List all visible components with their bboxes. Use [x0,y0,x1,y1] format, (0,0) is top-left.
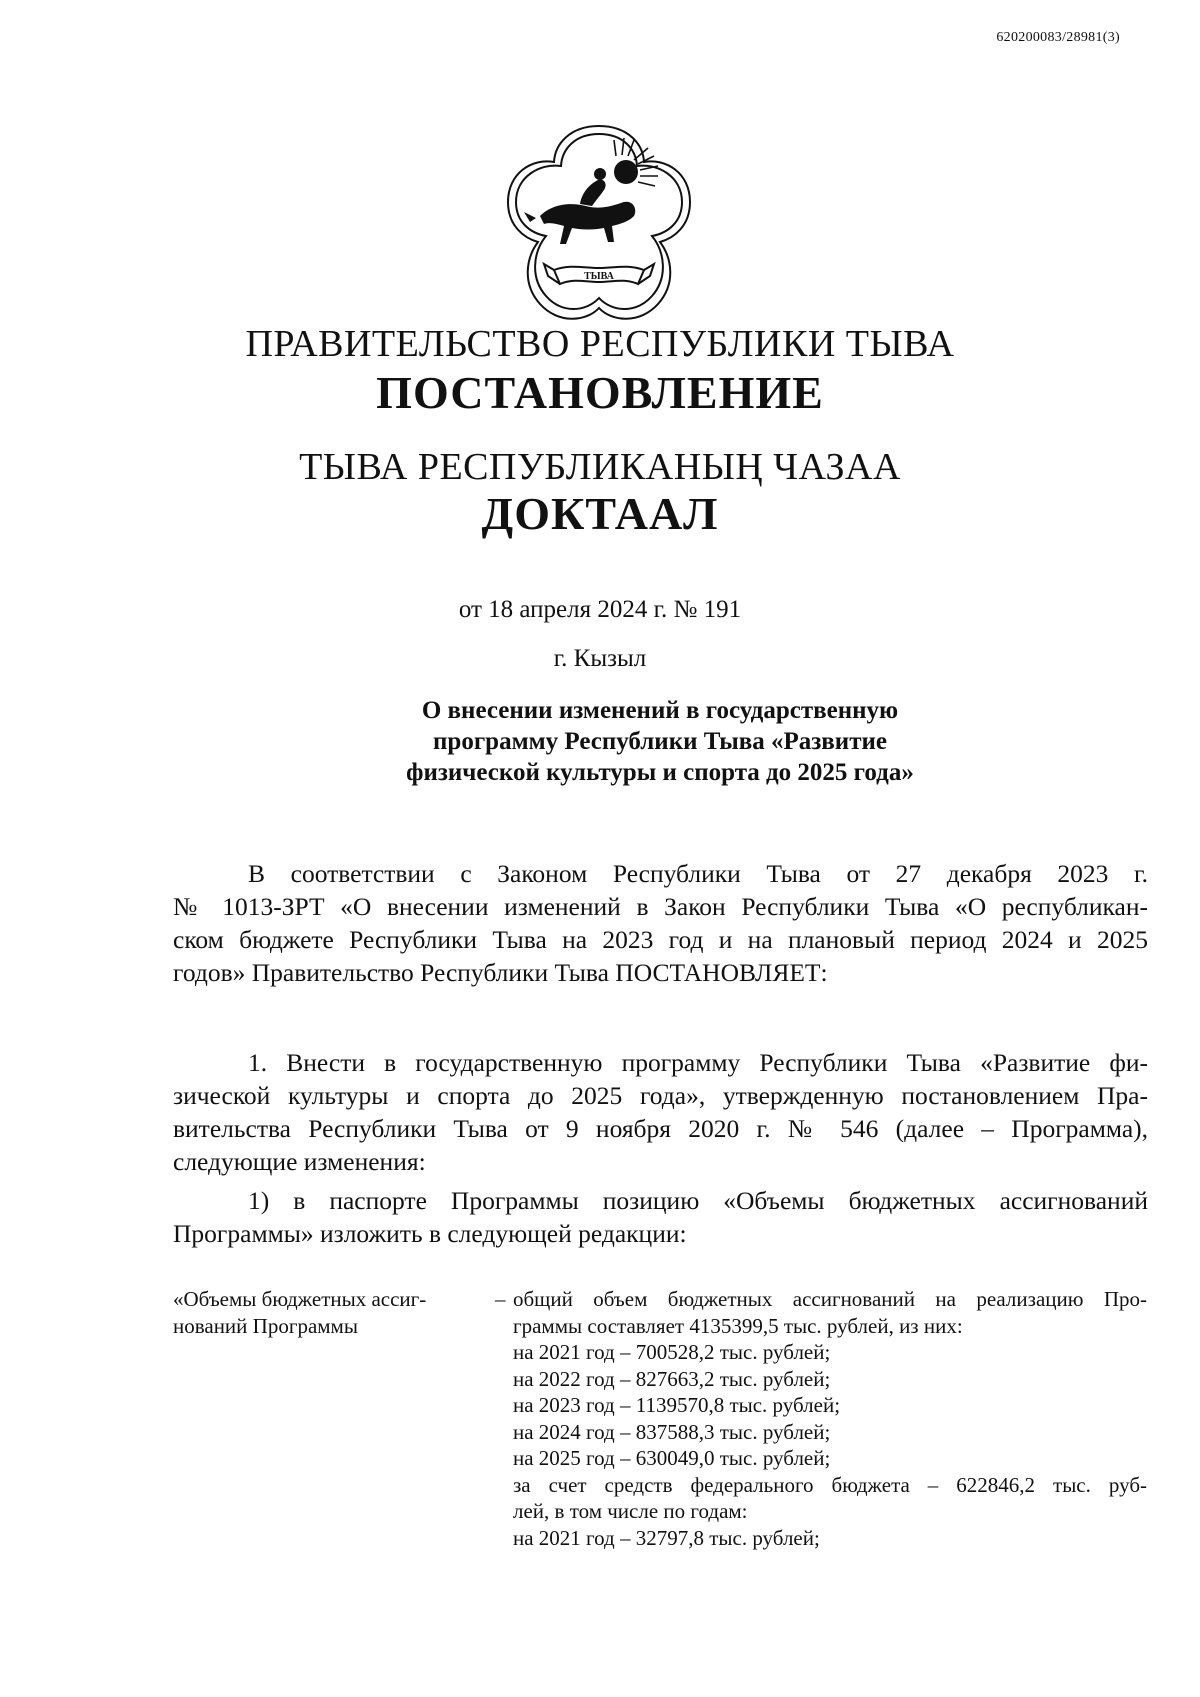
government-title-ru: ПРАВИТЕЛЬСТВО РЕСПУБЛИКИ ТЫВА [245,323,955,365]
paragraph-line: 1. Внести в государственную программу Республики Тыва «Развитие фи- [248,1048,1148,1077]
paragraph-line: годов» Правительство Республики Тыва ПОСТАНОВЛЯЕТ: [173,958,828,987]
paragraph-line: зической культуры и спорта до 2025 года», утвержденную постановлением Пра- [173,1081,1148,1110]
cell-line: на 2021 год – 700528,2 тыс. рублей; [513,1340,831,1364]
subject-line: программу Республики Тыва «Развитие [433,728,887,755]
tuva-emblem [500,118,698,332]
paragraph-line: 1) в паспорте Программы позицию «Объемы бюджетных ассигнований [248,1186,1148,1215]
cell-line: общий объем бюджетных ассигнований на реализацию Про- [513,1287,1147,1311]
paragraph-line: В соответствии с Законом Республики Тыва от 27 декабря 2023 г. [248,859,1148,888]
decree-date-number: от 18 апреля 2024 г. № 191 [458,596,742,623]
cell-line: лей, в том числе по годам: [513,1499,748,1523]
sub-clause-1-paragraph [173,1184,1148,1250]
cell-line: на 2023 год – 1139570,8 тыс. рублей; [513,1393,841,1417]
paragraph-line: следующие изменения: [173,1147,426,1176]
paragraph-line: ском бюджете Республики Тыва на 2023 год и на плановый период 2024 и 2025 [173,925,1148,954]
document-number: 620200083/28981(3) [996,30,1120,45]
decree-subject [340,695,980,788]
cell-line: на 2021 год – 32797,8 тыс. рублей; [513,1525,820,1550]
subject-line: физической культуры и спорта до 2025 года» [406,759,914,786]
government-title-tyv: ТЫВА РЕСПУБЛИКАНЫҢ ЧАЗАА [299,446,901,488]
position-value-cell [513,1286,1147,1551]
cell-line: на 2022 год – 827663,2 тыс. рублей; [513,1366,831,1391]
cell-line: на 2025 год – 630049,0 тыс. рублей; [513,1446,831,1470]
paragraph-line: вительства Республики Тыва от 9 ноября 2020 г. № 546 (далее – Программа), [173,1114,1148,1143]
cell-line: граммы составляет 4135399,5 тыс. рублей, из них: [513,1313,963,1338]
preamble-paragraph [173,857,1148,989]
cell-line: за счет средств федерального бюджета – 622846,2 тыс. руб- [513,1472,1147,1497]
decree-title-ru: ПОСТАНОВЛЕНИЕ [376,367,824,418]
clause-1-paragraph [173,1046,1148,1178]
position-name-cell [173,1286,473,1339]
paragraph-line: № 1013-ЗРТ «О внесении изменений в Закон Республики Тыва «О республикан- [173,892,1148,921]
decree-city: г. Кызыл [553,645,647,672]
table-dash: – [495,1287,506,1311]
subject-line: О внесении изменений в государственную [421,697,899,724]
decree-title-tyv: ДОКТААЛ [481,488,719,539]
emblem-lettering: ТЫВА [584,271,614,282]
cell-line: «Объемы бюджетных ассиг- [173,1287,427,1311]
cell-line: на 2024 год – 837588,3 тыс. рублей; [513,1419,831,1444]
cell-line: нований Программы [173,1313,358,1338]
paragraph-line: Программы» изложить в следующей редакции: [173,1219,687,1248]
